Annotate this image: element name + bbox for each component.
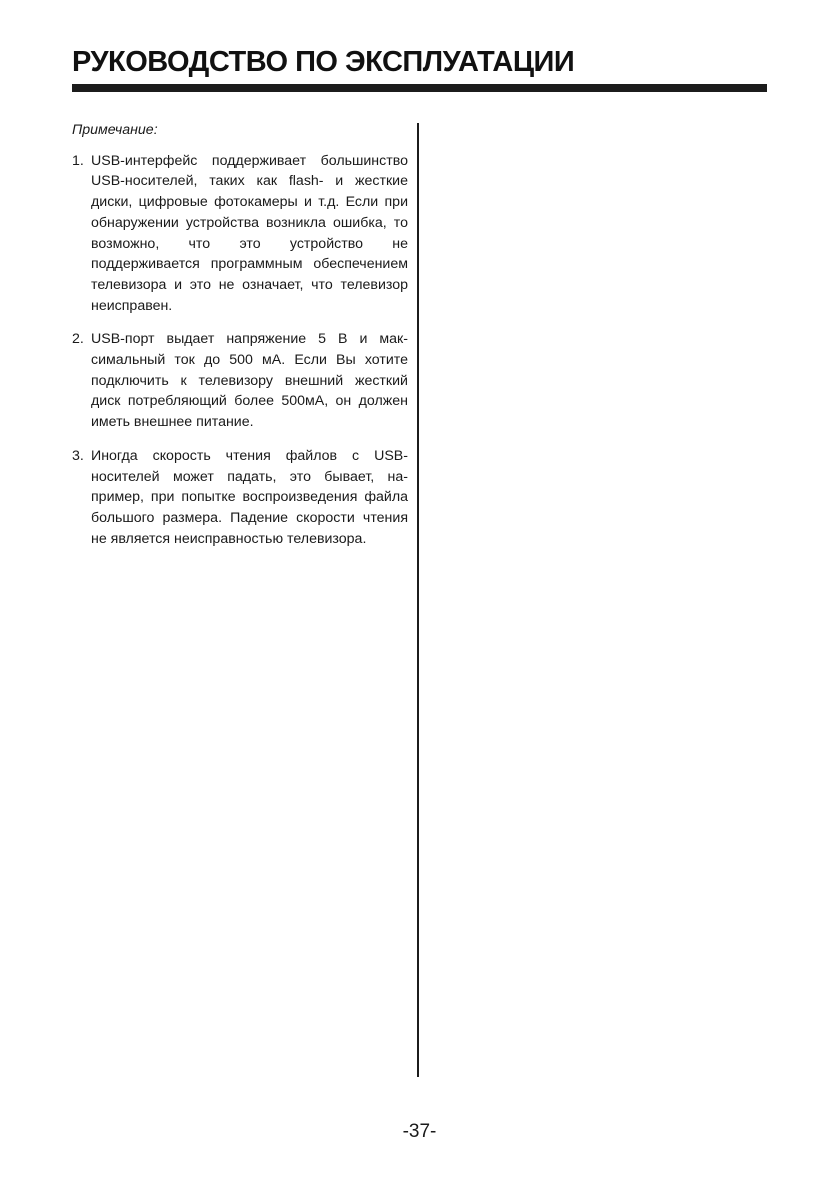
note-item-number: 3.: [72, 447, 84, 464]
note-item: [72, 446, 408, 550]
note-item: [72, 151, 408, 317]
note-item-text: USB-порт выдает напряжение 5 В и максимальный ток до 500 мА. Если Вы хотите подключить к телевизору внешний жесткий диск потребляющий более 500мА, он должен иметь внешнее питание.: [91, 331, 408, 431]
note-item-number: 2.: [72, 331, 84, 348]
page-title: РУКОВОДСТВО ПО ЭКСПЛУАТАЦИИ: [72, 46, 575, 78]
note-item: [72, 329, 408, 433]
header-rule: [72, 84, 767, 92]
note-item-text: USB-интерфейс поддерживает большинство USB-носителей, таких как flash- и жесткие диски, цифровые фотокамеры и т.д. Если при обнаружении устройства возникла ошибка, то возможно, что это устройство не поддерживается программным обеспечением телевизора и это не означает, что телевизор неисправен.: [91, 152, 408, 314]
column-divider: [417, 123, 419, 1077]
note-heading: Примечание:: [72, 122, 158, 138]
notes-list: [72, 151, 408, 550]
note-item-number: 1.: [72, 152, 84, 169]
notes-section: [72, 120, 408, 562]
page-number: -37-: [402, 1121, 437, 1142]
note-item-text: Иногда скорость чтения файлов с USB-носителей может падать, это бывает, например, при попытке воспроизведения файла большого размера. Падение скорости чтения не является неисправностью телевизора.: [91, 447, 408, 547]
